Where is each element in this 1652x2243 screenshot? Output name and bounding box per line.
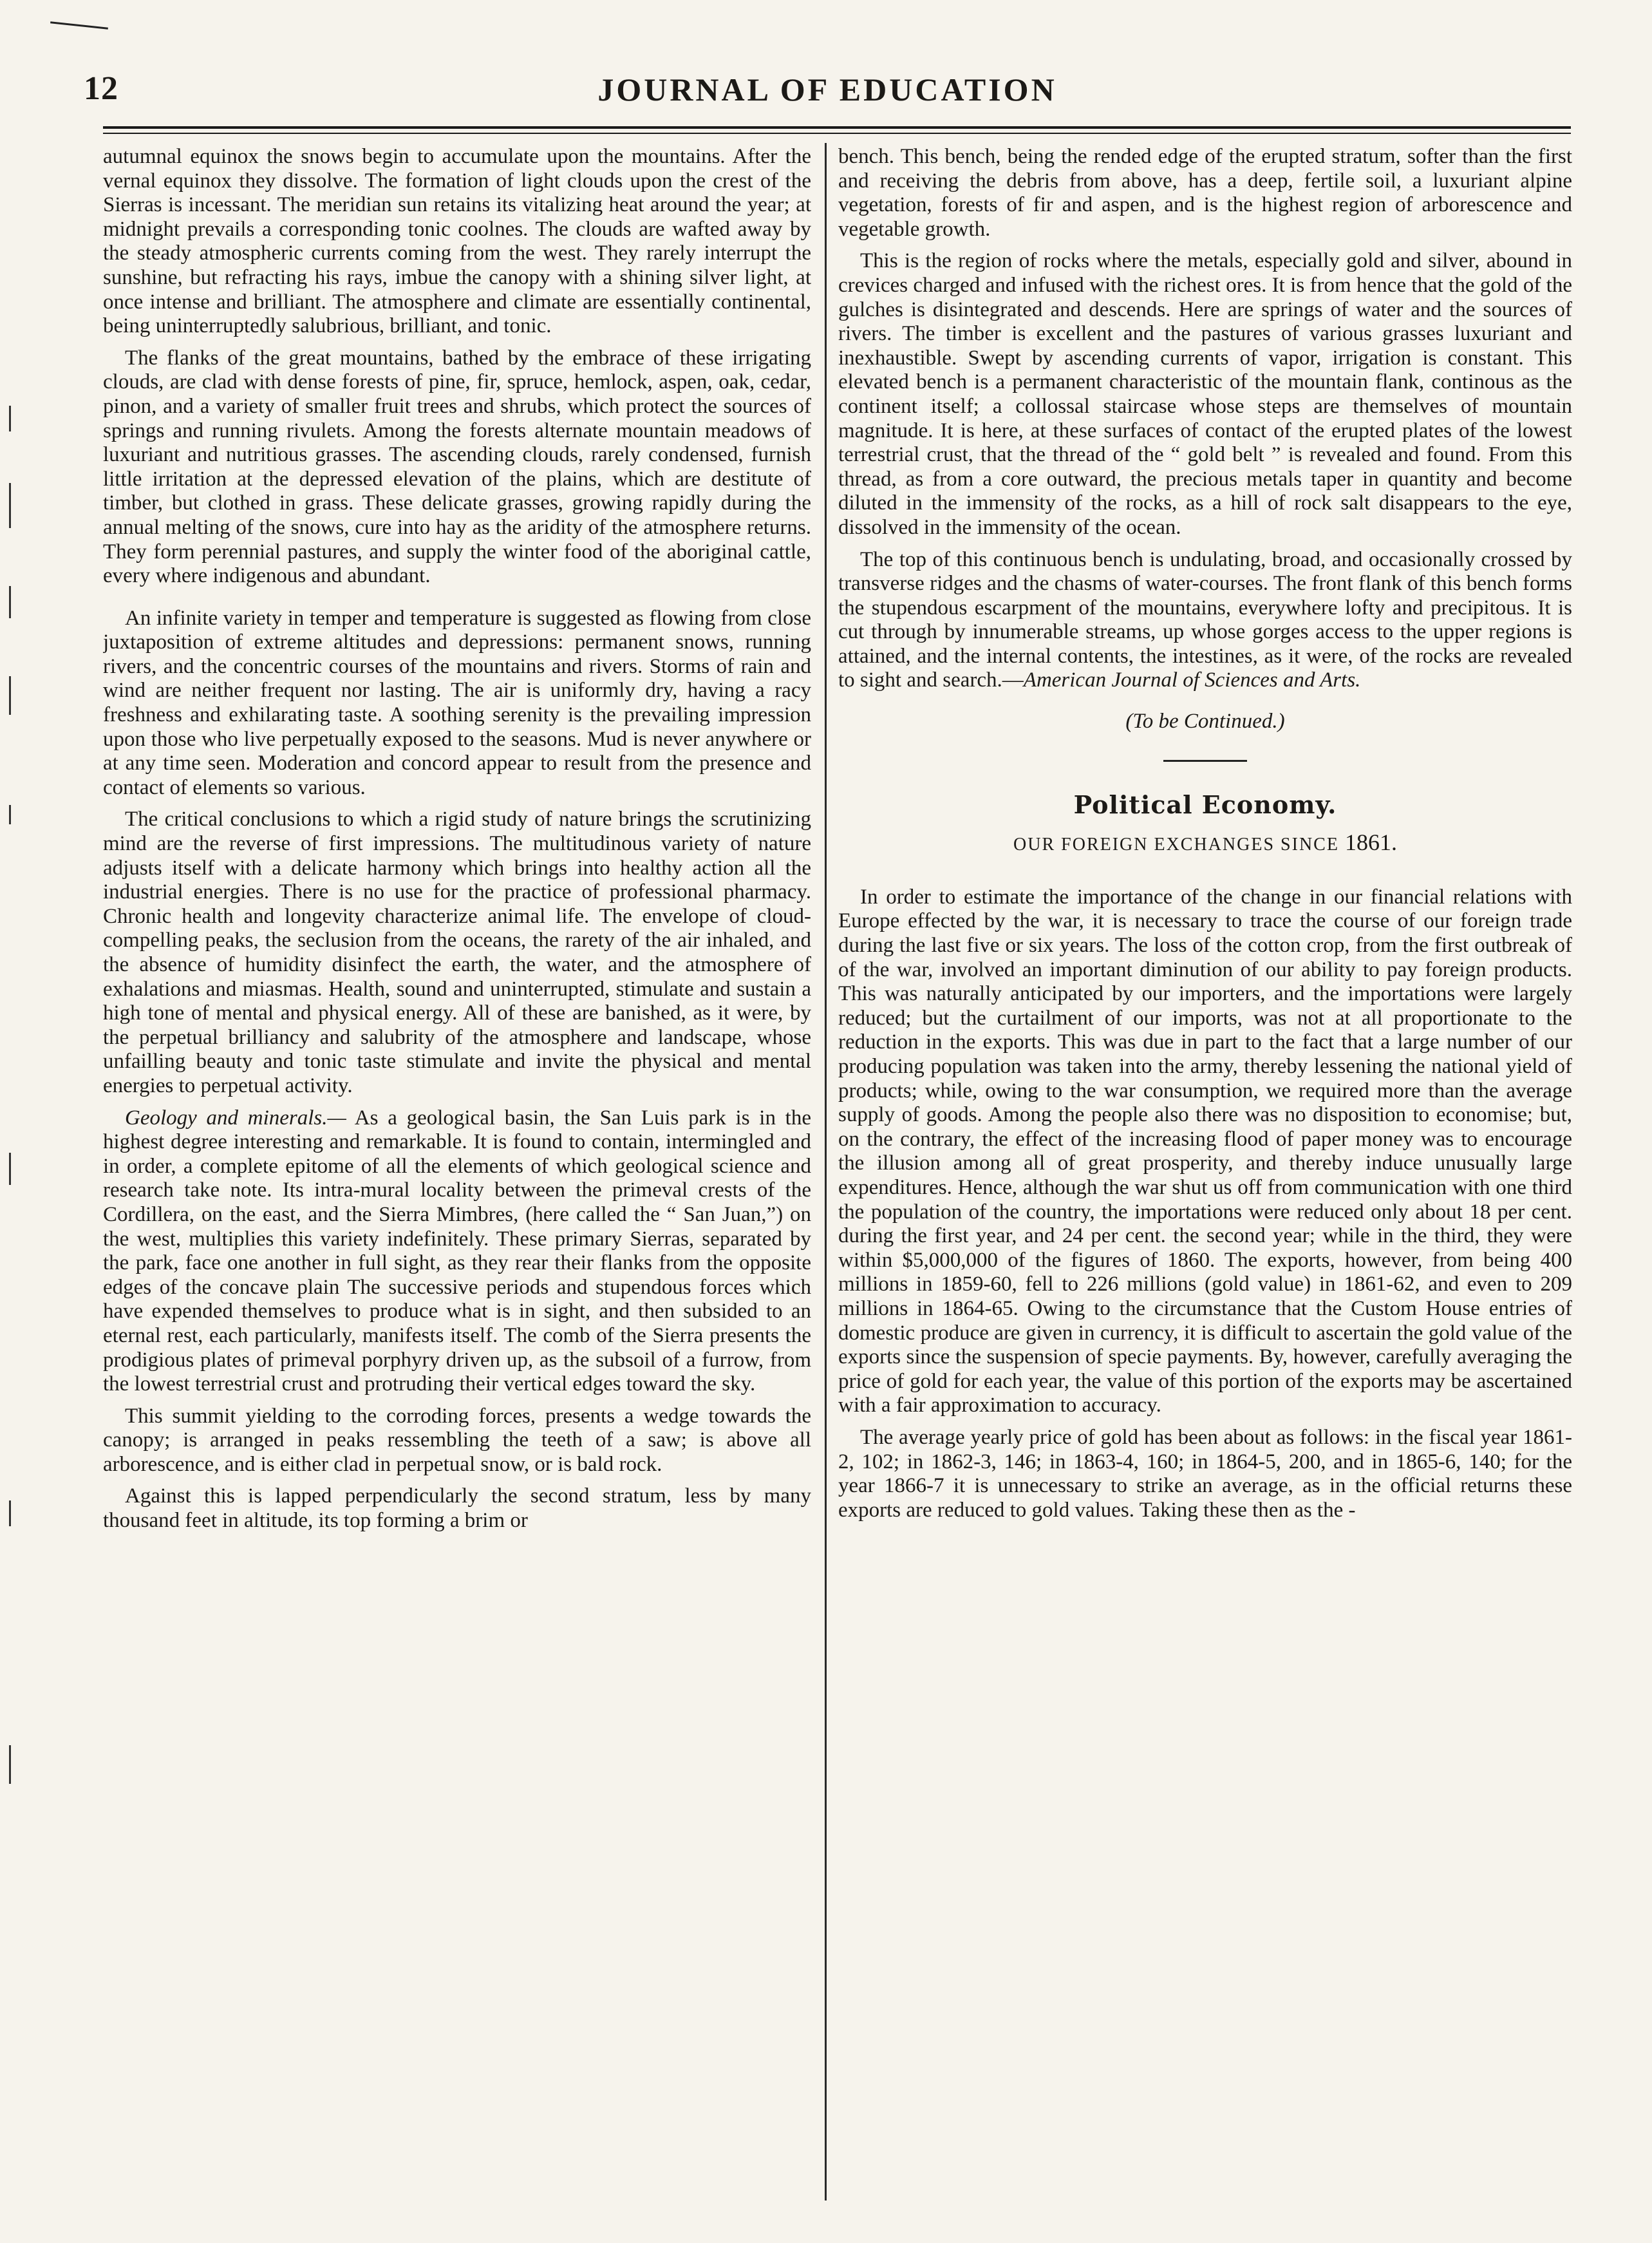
header-rule-thin — [103, 133, 1571, 134]
paragraph: bench. This bench, being the rended edge of the erupted stratum, softer than the first and receiving the debris from above, has a deep, fertile soil, a luxuriant alpine vegetation, forests of fir and aspen, and is the highest region of arborescence and vegetable growth. — [838, 145, 1572, 241]
paragraph: Against this is lapped perpendicularly the second stratum, less by many thousand feet in altitude, its top forming a brim or — [103, 1484, 811, 1533]
paragraph: An infinite variety in temper and temperature is suggested as flowing from close juxtaposition of extreme altitudes and depressions: permanent snows, running rivers, and the concentric courses of the mountains and rivers. Storms of rain and wind are neither frequent nor lasting. The air is uniformly dry, having a racy freshness and exhilarating taste. A soothing serenity is the prevailing impression upon those who live perpetually exposed to the seasons. Mud is never anywhere or at any time seen. Moderation and concord appear to result from the presence and contact of elements so various. — [103, 606, 811, 799]
paragraph: This summit yielding to the corroding forces, presents a wedge towards the canopy; is arranged in peaks ressembling the teeth of a saw; is above all arborescence, and is either clad in perpetual snow, or is bald rock. — [103, 1404, 811, 1476]
paragraph: The flanks of the great mountains, bathed by the embrace of these irrigating clouds, are clad with dense forests of pine, fir, spruce, hemlock, aspen, oak, cedar, pinon, and a variety of smaller fruit trees and shrubs, which protect the sources of springs and running rivulets. Among the forests alternate mountain meadows of luxuriant and nutritious grasses. The ascending clouds, rarely condensed, furnish little irritation at the depressed elevation of the plains, which are destitute of timber, but clothed in grass. These delicate grasses, growing rapidly during the annual melting of the snows, cure into hay as the aridity of the atmosphere returns. They form perennial pastures, and supply the winter food of the aboriginal cattle, every where indigenous and abundant. — [103, 346, 811, 588]
paragraph: In order to estimate the importance of the change in our financial relations with Europe effected by the war, it is necessary to trace the course of our foreign trade during the last five or six years. The loss of the cotton crop, from the first outbreak of of the war, involved an important diminution of our ability to pay foreign products. This was naturally anticipated by our importers, and the importations were largely reduced; but the curtailment of our imports, was not at all proportionate to the reduction in the exports. This was due in part to the fact that a large number of our producing population was taken into the army, thereby lessening the national yield of products; while, owing to the war consumption, we required more than the average supply of goods. Among the people also there was no disposition to economise; but, on the contrary, the effect of the increasing flood of paper money was to encourage the illusion among all of great prosperity, and thereby induce unusually large expenditures. Hence, although the war shut us off from communication with one third the population of the country, the importations were reduced only about 18 per cent. during the first year, and 24 per cent. the second year; while in the third, they were within $5,000,000 of the figures of 1860. The exports, however, from being 400 millions in 1859-60, fell to 226 millions (gold value) in 1861-62, and even to 209 millions in 1864-65. Owing to the circumstance that the Custom House entries of domestic produce are given in currency, it is difficult to ascertain the gold value of the exports since the suspension of specie payments. By, however, carefully averaging the price of gold for each year, the value of this portion of the exports may be ascertained with a fair approximation to accuracy. — [838, 885, 1572, 1417]
subtitle-text: OUR FOREIGN EXCHANGES SINCE — [1013, 835, 1339, 855]
source-citation: American Journal of Sciences and Arts. — [1023, 668, 1361, 692]
header-rule-thick — [103, 126, 1571, 129]
journal-title: JOURNAL OF EDUCATION — [597, 71, 1057, 108]
paragraph-body: The top of this continuous bench is undulating, broad, and occasionally crossed by transverse ridges and the chasms of water-courses. The front flank of this bench forms the stupendous escarpment of the mountains, everywhere lofty and precipitous. It is cut through by innumerable streams, up whose gorges access to the upper regions is attained, and the internal contents, the intestines, as it were, of the rocks are revealed to sight and search.— — [838, 547, 1572, 692]
paragraph — [103, 1106, 811, 1397]
paragraph: This is the region of rocks where the metals, especially gold and silver, abound in crevices charged and infused with the richest ores. It is from hence that the gold of the gulches is disintegrated and descends. Here are springs of water and the sources of rivers. The timber is excellent and the pastures of various grasses luxuriant and inexhaustible. Swept by ascending currents of vapor, irrigation is constant. This elevated bench is a permanent characteristic of the mountain flank, continous as the continent itself; a collossal staircase whose steps are themselves of mountain magnitude. It is here, at these surfaces of contact of the erupted plates of the lowest terrestrial crust, that the thread of the “ gold belt ” is revealed and found. From this thread, as from a core outward, the precious metals taper in quantity and become diluted in the immensity of the rocks, as a hill of rock salt disappears to the eye, dissolved in the immensity of the ocean. — [838, 249, 1572, 539]
paragraph: The average yearly price of gold has been about as follows: in the fiscal year 1861-2, 102; in 1862-3, 146; in 1863-4, 160; in 1864-5, 200, and in 1865-6, 140; for the year 1866-7 it is unnecessary to strike an average, as in the official returns these exports are reduced to gold values. Taking these then as the - — [838, 1425, 1572, 1522]
section-subtitle — [838, 831, 1572, 857]
binding-edge-marks — [5, 97, 18, 2029]
left-column — [103, 145, 811, 2206]
subtitle-year: 1861. — [1344, 829, 1397, 856]
paragraph-body: As a geological basin, the San Luis park is in the highest degree interesting and remarkable. It is found to contain, intermingled and in order, a complete epitome of all the elements of which geological science and research take note. Its intra-mural locality between the primeval crests of the Cordillera, on the east, and the Sierra Mimbres, (here called the “ San Juan,”) on the west, multiplies this variety indefinitely. These primary Sierras, separated by the park, face one another in full sight, as they rear their flanks from the opposite edges of the concave plain The successive periods and stupendous forces which have expended themselves to produce what is in sight, and then subsided to an eternal rest, each particularly, manifests itself. The comb of the Sierra presents the prodigious plates of primeval porphyry driven up, as the subsoil of a furrow, from the lowest terrestrial crust and protruding their vertical edges toward the sky. — [103, 1106, 811, 1396]
paragraph: The critical conclusions to which a rigid study of nature brings the scrutinizing mind are the reverse of first impressions. The multitudinous variety of nature adjusts itself with a delicate harmony which brings into healthy action all the industrial energies. There is no use for the practice of professional pharmacy. Chronic health and longevity characterize animal life. The envelope of cloud-compelling peaks, the seclusion from the oceans, the rarety of the air inhaled, and the absence of humidity disinfect the earth, the water, and the atmosphere of exhalations and miasmas. Health, sound and uninterrupted, stimulate and sustain a high tone of mental and physical energy. All of these are banished, as it were, by the perpetual brilliancy and salubrity of the atmosphere and landscape, whose unfailling beauty and tonic taste stimulate and invite the physical and mental energies to perpetual activity. — [103, 808, 811, 1097]
section-title: Political Economy. — [1073, 790, 1337, 819]
corner-mark — [50, 21, 108, 29]
to-be-continued: (To be Continued.) — [1125, 710, 1285, 733]
right-column — [838, 145, 1572, 2206]
page-number: 12 — [84, 70, 118, 107]
section-rule — [1163, 760, 1247, 762]
page-header — [77, 64, 1577, 122]
paragraph — [838, 548, 1572, 694]
paragraph: autumnal equinox the snows begin to accumulate upon the mountains. After the vernal equinox they dissolve. The formation of light clouds upon the crest of the Sierras is incessant. The meridian sun retains its vitalizing heat around the year; at midnight prevails a corresponding tonic coolnes. The clouds are wafted away by the steady atmospheric currents coming from the west. They rarely interrupt the sunshine, but refracting his rays, imbue the canopy with a shining silver light, at once intense and brilliant. The atmosphere and climate are essentially continental, being uninterruptedly salubrious, brilliant, and tonic. — [103, 145, 811, 338]
paragraph-lead: Geology and minerals.— — [125, 1106, 346, 1130]
column-divider — [825, 143, 827, 2200]
